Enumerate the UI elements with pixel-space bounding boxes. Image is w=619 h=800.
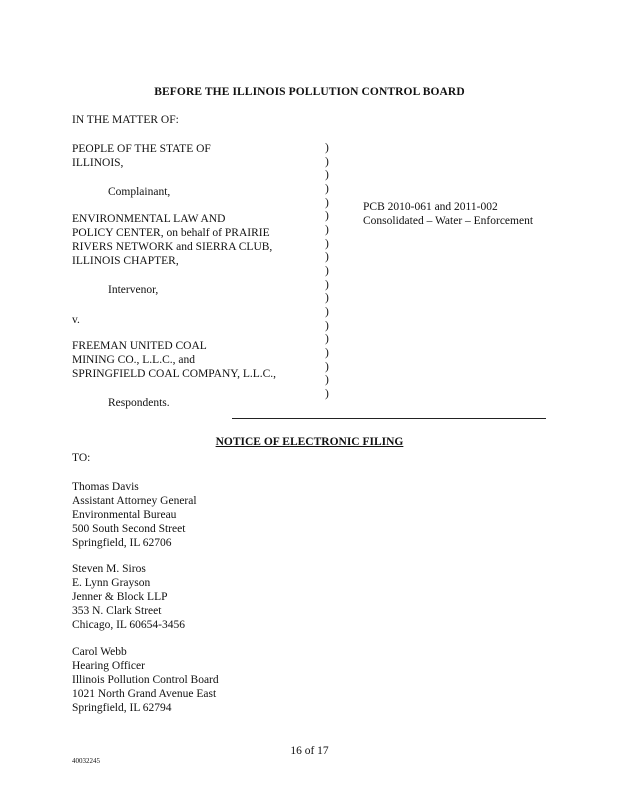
recipient-block: [72, 645, 219, 715]
intervenor-line1: ENVIRONMENTAL LAW AND: [72, 213, 226, 225]
recipient-line: Hearing Officer: [72, 660, 145, 672]
case-info: [363, 200, 533, 228]
document-title: BEFORE THE ILLINOIS POLLUTION CONTROL BOARD: [154, 86, 465, 98]
caption-paren: ): [325, 251, 329, 264]
caption-paren: ): [325, 196, 329, 209]
recipient-line: Assistant Attorney General: [72, 495, 197, 507]
party1-role: Complainant,: [108, 186, 171, 198]
recipient-line: Chicago, IL 60654-3456: [72, 619, 185, 631]
recipient-line: Environmental Bureau: [72, 509, 177, 521]
caption-paren: ): [325, 223, 329, 236]
recipient-line: 500 South Second Street: [72, 523, 186, 535]
recipient-block: [72, 480, 197, 550]
caption-paren: ): [325, 210, 329, 223]
party1-line1: PEOPLE OF THE STATE OF: [72, 143, 211, 155]
document-id: 40032245: [72, 757, 100, 765]
recipient-line: 353 N. Clark Street: [72, 605, 162, 617]
recipient-line: 1021 North Grand Avenue East: [72, 688, 217, 700]
recipient-line: E. Lynn Grayson: [72, 577, 151, 589]
caption-paren: ): [325, 142, 329, 154]
caption-paren: ): [325, 374, 329, 387]
caption-parentheses: [325, 142, 329, 401]
caption-paren: ): [325, 346, 329, 359]
recipient-line: Carol Webb: [72, 646, 127, 658]
respondent-line2: MINING CO., L.L.C., and: [72, 354, 195, 366]
caption-paren: ): [325, 278, 329, 291]
caption-paren: ): [325, 292, 329, 305]
page-number: 16 of 17: [290, 745, 329, 757]
intervenor-line4: ILLINOIS CHAPTER,: [72, 255, 179, 267]
caption-paren: ): [325, 182, 329, 195]
in-the-matter-label: IN THE MATTER OF:: [72, 114, 179, 126]
caption-divider: [232, 418, 546, 419]
respondent-line1: FREEMAN UNITED COAL: [72, 340, 207, 352]
party1-line2: ILLINOIS,: [72, 157, 124, 169]
recipient-block: [72, 562, 185, 632]
caption-paren: ): [325, 305, 329, 318]
caption-paren: ): [325, 155, 329, 168]
notice-heading: NOTICE OF ELECTRONIC FILING: [215, 436, 404, 448]
caption-paren: ): [325, 333, 329, 346]
respondent-role: Respondents.: [108, 397, 170, 409]
recipient-line: Springfield, IL 62706: [72, 537, 172, 549]
recipient-line: Jenner & Block LLP: [72, 591, 168, 603]
intervenor-role: Intervenor,: [108, 284, 159, 296]
caption-paren: ): [325, 319, 329, 332]
respondent-line3: SPRINGFIELD COAL COMPANY, L.L.C.,: [72, 368, 277, 380]
recipient-line: Steven M. Siros: [72, 563, 146, 575]
caption-paren: ): [325, 387, 329, 400]
caption-paren: ): [325, 264, 329, 277]
intervenor-line3: RIVERS NETWORK and SIERRA CLUB,: [72, 241, 273, 253]
to-label: TO:: [72, 452, 91, 464]
caption-paren: ): [325, 237, 329, 250]
recipient-line: Illinois Pollution Control Board: [72, 674, 219, 686]
versus: v.: [72, 314, 80, 326]
intervenor-line2: POLICY CENTER, on behalf of PRAIRIE: [72, 227, 270, 239]
caption-paren: ): [325, 169, 329, 182]
case-type: Consolidated – Water – Enforcement: [363, 215, 534, 227]
case-number: PCB 2010-061 and 2011-002: [363, 201, 498, 213]
caption-paren: ): [325, 360, 329, 373]
recipient-line: Thomas Davis: [72, 481, 139, 493]
recipient-line: Springfield, IL 62794: [72, 702, 172, 714]
